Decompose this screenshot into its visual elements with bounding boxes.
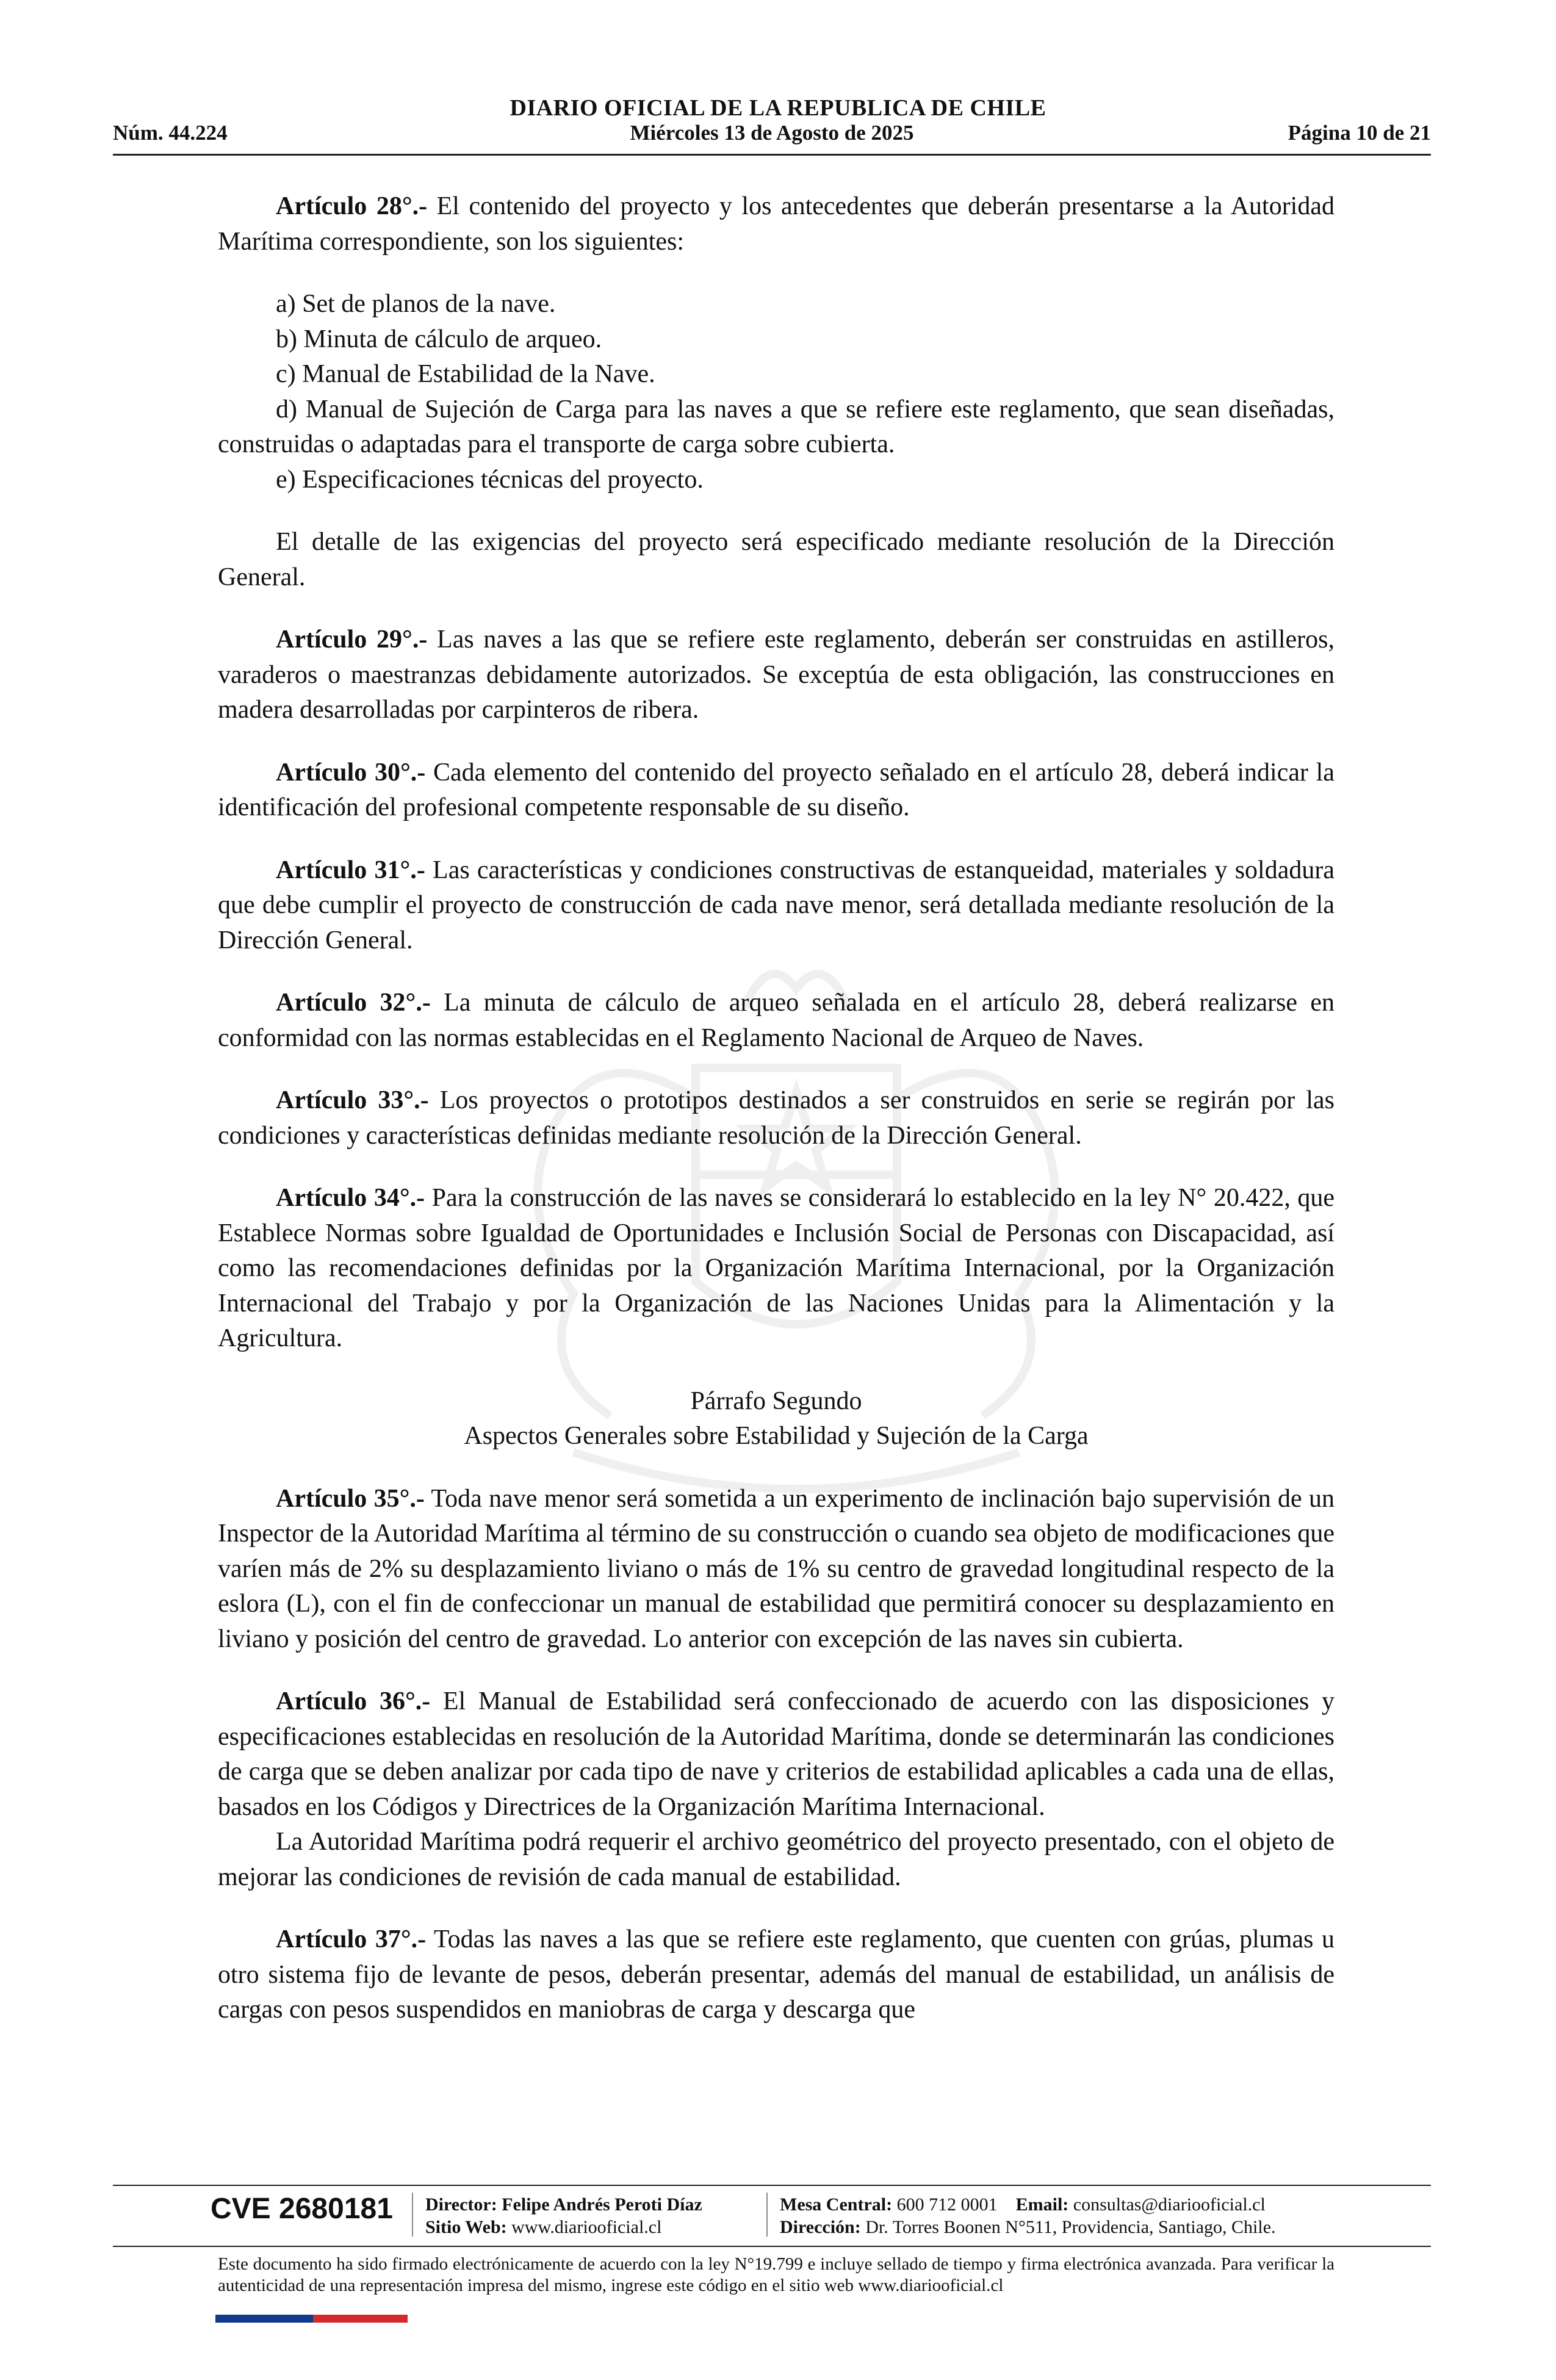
footer-contact-block — [780, 2193, 1276, 2238]
article-35 — [218, 1482, 1334, 1657]
article-29 — [218, 622, 1334, 728]
article-text: La minuta de cálculo de arqueo señalada en el artículo 28, deberá realizarse en conformidad con las normas establecidas en el Reglamento Nacional de Arqueo de Naves. — [218, 989, 1334, 1052]
article-label: Artículo 36°.- — [276, 1687, 431, 1715]
article-text: Toda nave menor será sometida a un experimento de inclinación bajo supervisión de un Inspector de la Autoridad Marítima al término de su construcción o cuando sea objeto de modificaciones que varíen más de 2% su desplazamiento liviano o más de 1% su centro de gravedad longitudinal respecto de la eslora (L), con el fin de confeccionar un manual de estabilidad que permitirá conocer su desplazamiento en liviano y posición del centro de gravedad. Lo anterior con excepción de las naves sin cubierta. — [218, 1484, 1334, 1653]
list-item: e) Especificaciones técnicas del proyecto. — [276, 465, 704, 494]
director-name: Felipe Andrés Peroti Díaz — [502, 2194, 702, 2215]
list-item: b) Minuta de cálculo de arqueo. — [276, 325, 602, 353]
article-33 — [218, 1083, 1334, 1153]
email-label: Email: — [1015, 2194, 1069, 2215]
article-text: Cada elemento del contenido del proyecto señalado en el artículo 28, deberá indicar la identificación del profesional competente responsable de su diseño. — [218, 758, 1334, 821]
list-item: c) Manual de Estabilidad de la Nave. — [276, 360, 655, 388]
article-text: Los proyectos o prototipos destinados a ser construidos en serie se regirán por las condiciones y características definidas mediante resolución de la Dirección General. — [218, 1086, 1334, 1150]
website-link[interactable]: www.diariooficial.cl — [511, 2217, 662, 2237]
article-text: Las características y condiciones constructivas de estanqueidad, materiales y soldadura que debe cumplir el proyecto de construcción de cada nave menor, será detallada mediante resolución de la Dirección General. — [218, 856, 1334, 954]
footer-separator — [766, 2193, 768, 2237]
website-label: Sitio Web: — [425, 2217, 507, 2237]
legal-notice: Este documento ha sido firmado electrónicamente de acuerdo con la ley N°19.799 e incluye sellado de tiempo y firma electrónica avanzada. Para verificar la autenticidad de una representación impresa del mismo, ingrese este código en el sitio web www.diariooficial.cl — [218, 2254, 1334, 2295]
footer-director-block — [425, 2193, 702, 2238]
article-text: Todas las naves a las que se refiere este reglamento, que cuenten con grúas, plumas u otro sistema fijo de levante de pesos, deberán presentar, además del manual de estabilidad, un análisis de cargas con pesos suspendidos en maniobras de carga y descarga que — [218, 1925, 1334, 2024]
article-30 — [218, 755, 1334, 826]
footer-separator — [412, 2193, 413, 2237]
article-label: Artículo 33°.- — [276, 1086, 429, 1114]
article-text: El Manual de Estabilidad será confeccionado de acuerdo con las disposiciones y especificaciones establecidas en resolución de la Autoridad Marítima, donde se determinarán las condiciones de carga que se deben analizar por cada tipo de nave y criterios de estabilidad aplicables a cada una de ellas, basados en los Códigos y Directrices de la Organización Marítima Internacional. — [218, 1687, 1334, 1821]
article-label: Artículo 28°.- — [276, 192, 428, 220]
article-text: Para la construcción de las naves se considerará lo establecido en la ley N° 20.422, que Establece Normas sobre Igualdad de Oportunidades e Inclusión Social de Personas con Discapacidad, así como las recomendaciones definidas por la Organización Marítima Internacional, por la Organización Internacional del Trabajo y por la Organización de las Naciones Unidas para la Alimentación y la Agricultura. — [218, 1184, 1334, 1352]
header-row — [113, 121, 1431, 150]
article-text: Las naves a las que se refiere este reglamento, deberán ser construidas en astilleros, varaderos o maestranzas debidamente autorizados. Se exceptúa de esta obligación, las construcciones en madera desarrolladas por carpinteros de ribera. — [218, 626, 1334, 724]
paragraph: La Autoridad Marítima podrá requerir el archivo geométrico del proyecto presentado, con el objeto de mejorar las condiciones de revisión de cada manual de estabilidad. — [218, 1828, 1334, 1891]
address-label: Dirección: — [780, 2217, 861, 2237]
document-body — [218, 189, 1334, 2028]
article-36 — [218, 1684, 1334, 1825]
flag-bar-red — [313, 2315, 408, 2323]
article-label: Artículo 35°.- — [276, 1484, 425, 1513]
article-label: Artículo 31°.- — [276, 856, 425, 884]
director-label: Director: — [425, 2194, 497, 2215]
phone-label: Mesa Central: — [780, 2194, 893, 2215]
article-32 — [218, 986, 1334, 1056]
article-label: Artículo 34°.- — [276, 1184, 425, 1212]
list-item: a) Set de planos de la nave. — [276, 290, 556, 318]
flag-bar-blue — [215, 2315, 313, 2323]
cve-code: CVE 2680181 — [211, 2193, 393, 2225]
article-label: Artículo 37°.- — [276, 1925, 427, 1953]
article-37 — [218, 1922, 1334, 2028]
section-title: Párrafo Segundo — [690, 1387, 862, 1415]
article-31 — [218, 853, 1334, 959]
paragraph: El detalle de las exigencias del proyecto será especificado mediante resolución de la Dirección General. — [218, 528, 1334, 591]
article-text: El contenido del proyecto y los antecedentes que deberán presentarse a la Autoridad Marítima correspondiente, son los siguientes: — [218, 192, 1334, 256]
email-link[interactable]: consultas@diariooficial.cl — [1073, 2194, 1266, 2215]
footer-divider-bottom — [113, 2246, 1431, 2247]
list-item: d) Manual de Sujeción de Carga para las naves a que se refiere este reglamento, que sean diseñadas, construidas o adaptadas para el transporte de carga sobre cubierta. — [218, 395, 1334, 458]
page-number: Página 10 de 21 — [1288, 121, 1431, 145]
issue-number: Núm. 44.224 — [113, 121, 228, 145]
header-divider — [113, 154, 1431, 156]
article-34 — [218, 1181, 1334, 1357]
article-28 — [218, 189, 1334, 259]
section-subtitle: Aspectos Generales sobre Estabilidad y Sujeción de la Carga — [464, 1422, 1089, 1450]
gazette-title: DIARIO OFICIAL DE LA REPUBLICA DE CHILE — [510, 95, 1046, 121]
issue-date: Miércoles 13 de Agosto de 2025 — [630, 121, 914, 145]
article-label: Artículo 29°.- — [276, 626, 428, 654]
address-text: Dr. Torres Boonen N°511, Providencia, Santiago, Chile. — [865, 2217, 1276, 2237]
article-label: Artículo 32°.- — [276, 989, 431, 1017]
phone-number: 600 712 0001 — [896, 2194, 998, 2215]
footer-divider-top — [113, 2185, 1431, 2186]
article-label: Artículo 30°.- — [276, 758, 426, 787]
